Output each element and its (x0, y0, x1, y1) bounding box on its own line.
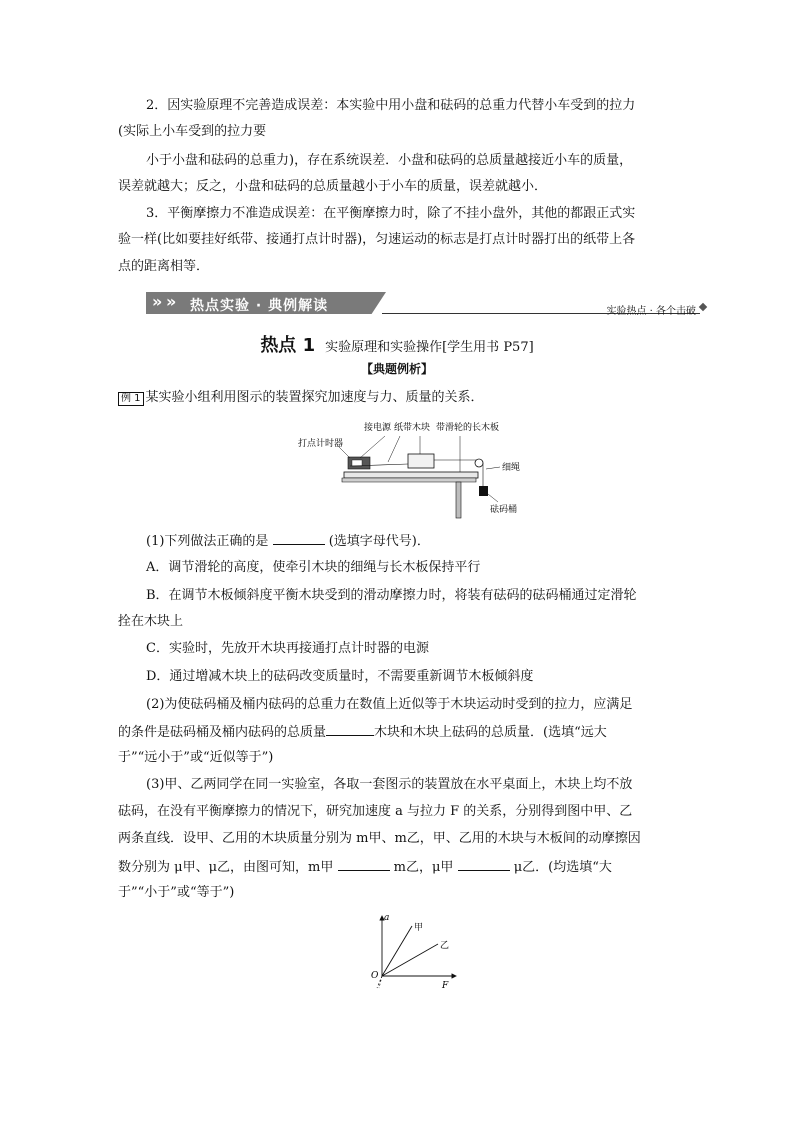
line-jia (382, 926, 412, 976)
line-yi-label: 乙 (440, 941, 450, 951)
label-block: 木块 (412, 423, 431, 433)
chevron-icon: » (166, 292, 177, 311)
label-board: 带滑轮的长木板 (436, 423, 500, 433)
q3-text-c: μ乙．(均选填“大 (513, 860, 612, 875)
example-subhead: 【典题例析】 (360, 362, 433, 376)
apparatus-figure (290, 414, 530, 522)
option-a: A．调节滑轮的高度，使牵引木块的细绳与长木板保持平行 (146, 560, 481, 575)
chevron-icon: » (152, 292, 163, 311)
bucket (479, 486, 488, 496)
q3-line2: 砝码，在没有平衡摩擦力的情况下，研究加速度 a 与拉力 F 的关系，分别得到图中甲、乙 (118, 804, 633, 819)
banner-title: 热点实验 · 典例解读 (190, 298, 329, 314)
example-stem: 某实验小组利用图示的装置探究加速度与力、质量的关系． (145, 390, 484, 405)
answer-blank-q3-mu[interactable] (458, 858, 510, 871)
q1-hint: (选填字母代号)． (328, 534, 430, 549)
q3-line5: 于”“小于”或“等于”) (118, 885, 235, 900)
answer-blank-q2[interactable] (326, 723, 374, 736)
q3-line3: 两条直线．设甲、乙用的木块质量分别为 m甲、m乙，甲、乙用的木块与木板间的动摩擦因 (118, 831, 641, 846)
q3-line4 (118, 858, 678, 876)
q3-line1: (3)甲、乙两同学在同一实验室，各取一套图示的装置放在水平桌面上，木块上均不放 (146, 777, 633, 792)
pulley (475, 459, 483, 467)
hotspot-subtitle: 实验原理和实验操作[学生用书 P57] (325, 340, 534, 355)
table-leg (456, 482, 461, 518)
label-tape: 纸带 (394, 423, 413, 433)
example-badge: 例 1 (118, 392, 144, 406)
banner-right-text: 实验热点 · 各个击破 (606, 306, 696, 317)
para3-line1: 3．平衡摩擦力不准造成误差：在平衡摩擦力时，除了不挂小盘外，其他的都跟正式实 (146, 206, 636, 221)
para2-line4: 误差就越大；反之，小盘和砝码的总质量越小于小车的质量，误差就越小． (118, 179, 548, 194)
q2-text-a: 的条件是砝码桶及桶内砝码的总质量 (118, 725, 327, 740)
diamond-icon (699, 303, 707, 311)
answer-blank-q3-mass[interactable] (338, 858, 390, 871)
option-b-line1: B．在调节木板倾斜度平衡木块受到的滑动摩擦力时，将装有砝码的砝码桶通过定滑轮 (146, 588, 637, 603)
para2-line2: (实际上小车受到的拉力要 (118, 124, 267, 139)
para2-line1: 2．因实验原理不完善造成误差：本实验中用小盘和砝码的总重力代替小车受到的拉力 (146, 98, 636, 113)
table-top (342, 478, 476, 482)
para2-line3: 小于小盘和砝码的总重力)，存在系统误差．小盘和砝码的总质量越接近小车的质量， (146, 153, 633, 168)
long-board (344, 472, 478, 478)
wood-block (408, 454, 434, 468)
hotspot-label: 热点 1 (260, 335, 316, 356)
q3-text-b: m乙，μ甲 (393, 860, 454, 875)
label-bucket: 砝码桶 (490, 505, 518, 515)
q2-line3: 于”“远小于”或“近似等于”) (118, 750, 274, 765)
option-b-line2: 拴在木块上 (118, 614, 184, 629)
para3-line2: 验一样(比如要挂好纸带、接通打点计时器)，匀速运动的标志是打点计时器打出的纸带上各 (118, 232, 636, 247)
q1-text: (1)下列做法正确的是 (146, 534, 269, 549)
line-jia-label: 甲 (414, 923, 424, 933)
option-c: C．实验时，先放开木块再接通打点计时器的电源 (146, 641, 429, 656)
section-banner (146, 290, 706, 318)
para3-line3: 点的距离相等． (118, 259, 210, 274)
q2-line1: (2)为使砝码桶及桶内砝码的总重力在数值上近似等于木块运动时受到的拉力，应满足 (146, 697, 633, 712)
x-axis-label: F (442, 981, 449, 991)
q1-line (146, 532, 678, 550)
q2-line2 (118, 723, 678, 741)
extension-yi (379, 976, 382, 988)
answer-blank-q1[interactable] (273, 532, 325, 545)
label-timer: 打点计时器 (298, 439, 344, 449)
line-yi (382, 944, 438, 976)
q2-text-b: 木块和木块上砝码的总质量．(选填“远大 (374, 725, 607, 740)
example-stem-line (118, 390, 678, 406)
label-rope: 细绳 (502, 463, 521, 473)
label-power: 接电源 (364, 423, 392, 433)
q3-text-a: 数分别为 μ甲、μ乙，由图可知，m甲 (118, 860, 334, 875)
af-graph (360, 908, 470, 998)
option-d: D．通过增减木块上的砝码改变质量时，不需要重新调节木板倾斜度 (146, 669, 534, 684)
origin-label: O (371, 971, 379, 981)
y-axis-label: a (384, 913, 390, 923)
hotspot-heading (0, 331, 794, 357)
